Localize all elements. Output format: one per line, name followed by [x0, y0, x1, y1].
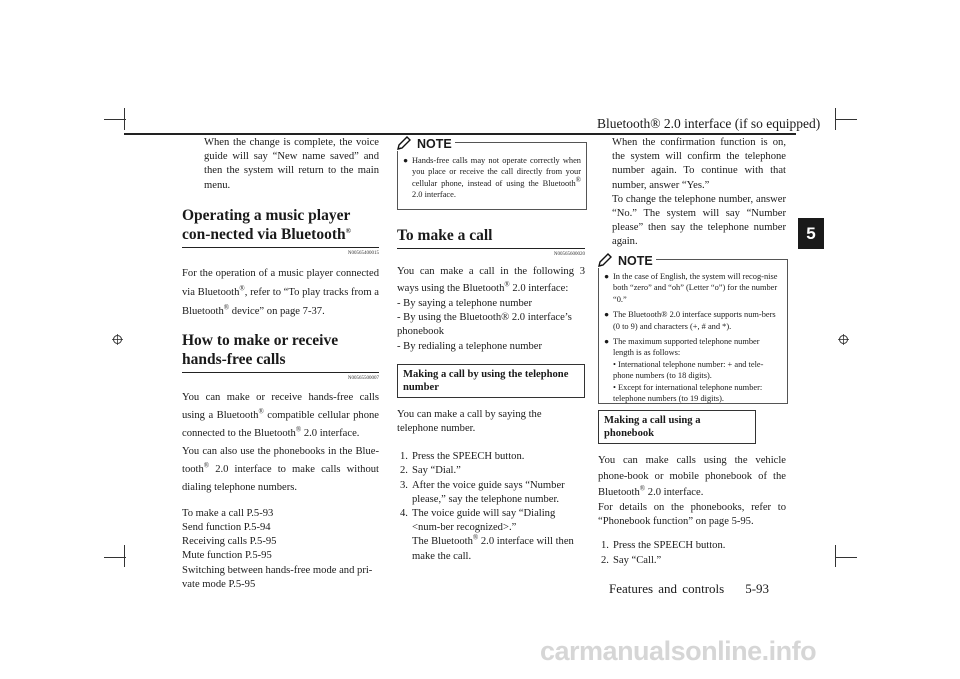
paragraph: When the confirmation function is on, the system will confirm the telephone number again. To continue with that number, answer “Yes.” — [612, 137, 786, 191]
crop-mark — [104, 557, 126, 558]
pencil-note-icon — [597, 253, 614, 268]
column-right — [598, 136, 786, 250]
crop-mark — [835, 557, 857, 558]
bullet-icon: ● — [604, 272, 610, 281]
link-list — [182, 507, 379, 592]
step: 4. The voice guide will say “Dialing <num-ber recognized>.” — [400, 508, 556, 534]
crop-mark — [124, 545, 125, 567]
chapter-tab: 5 — [798, 218, 824, 249]
registration-mark-icon — [838, 334, 849, 345]
note-box — [397, 136, 587, 210]
way-item: - By saying a telephone number — [397, 298, 533, 309]
section-code: N00565600020 — [553, 252, 585, 257]
way-item: - By redialing a telephone number — [397, 340, 543, 352]
paragraph: You can make calls using the vehicle phone-book or mobile phonebook of the Bluetooth® 2.0 interface. — [598, 455, 786, 498]
page-header-title: Bluetooth® 2.0 interface (if so equipped) — [597, 116, 821, 131]
paragraph: To change the telephone number, answer “No.” The system will say “Number please” then say the telephone number again. — [612, 193, 786, 248]
registration-mark-icon — [112, 334, 123, 345]
paragraph: You can make a call in the following 3 ways using the Bluetooth® 2.0 interface: — [397, 266, 585, 294]
paragraph: For details on the phonebooks, refer to “Phonebook function” on page 5-95. — [598, 502, 786, 528]
subheading-phonebook: Making a call using a phonebook — [598, 410, 756, 444]
column-right-lower — [598, 410, 786, 568]
page-link[interactable]: Switching between hands-free mode and pri-vate mode P.5-95 — [182, 564, 373, 590]
paragraph: You can make a call by saying the telephone number. — [397, 408, 542, 435]
step: 2. Say “Call.” — [601, 554, 662, 566]
section-heading-calls: How to make or receive hands-free calls — [182, 331, 379, 373]
crop-mark — [104, 119, 126, 120]
crop-mark — [835, 545, 836, 567]
step: 3. After the voice guide says “Number please,” say the telephone number. — [400, 479, 565, 505]
page-link[interactable]: Send function P.5-94 — [182, 522, 271, 534]
section-code: N00565400015 — [347, 250, 379, 256]
page-link[interactable]: Mute function P.5-95 — [182, 550, 272, 562]
page-footer: Features and controls 5-93 — [609, 581, 770, 596]
note-body: ● In the case of English, the system will recog-nise both “zero” and “oh” (Letter “o”) for the number “0.” ● The Bluetooth® 2.0 interface supports num-bers (0 to 9) and characters (+, # and *). ● The maximum supported telephone number length is as follows: • International telephone number: + and tele-phone numbers (to 18 digits). • Except for international telephone number: telephone numbers (to 19 digits). — [604, 272, 778, 404]
bullet-icon: ● — [604, 310, 610, 320]
note-box — [598, 253, 788, 404]
note-header: NOTE — [396, 136, 455, 151]
intro-text: When the change is complete, the voice guide will say “New name saved” and then the system will return to the main menu. — [204, 137, 379, 191]
step-list — [598, 539, 786, 567]
step-continuation: The Bluetooth® 2.0 interface will then make the call. — [412, 533, 574, 562]
note-body: ● Hands-free calls may not operate correctly when you place or receive the call directly from your cellular phone, instead of using the Bluetooth® 2.0 interface. — [403, 156, 581, 200]
paragraph: You can make or receive hands-free calls using a Bluetooth® compatible cellular phone connected to the Bluetooth® 2.0 interface. — [182, 391, 379, 439]
section-heading-music: Operating a music player con-nected via Bluetooth® — [182, 206, 379, 248]
paragraph: For the operation of a music player connected via Bluetooth®, refer to “To play tracks from a Bluetooth® device” on page 7-37. — [182, 267, 379, 317]
step: 1. Press the SPEECH button. — [400, 451, 525, 463]
crop-mark — [835, 119, 857, 120]
page-link[interactable]: To make a call P.5-93 — [182, 507, 274, 519]
header-rule — [124, 133, 796, 135]
page-link[interactable]: Receiving calls P.5-95 — [182, 536, 277, 548]
step-list — [397, 450, 585, 564]
pencil-note-icon — [396, 136, 413, 151]
step: 1. Press the SPEECH button. — [601, 540, 726, 552]
paragraph: You can also use the phonebooks in the Blue-tooth® 2.0 interface to make calls without dialing telephone numbers. — [182, 445, 379, 493]
column-left — [182, 136, 379, 592]
way-item: - By using the Bluetooth® 2.0 interface’s phonebook — [397, 312, 572, 338]
section-code: N00565500007 — [347, 375, 379, 381]
watermark: carmanualsonline.info — [540, 636, 817, 666]
section-heading-make-call: To make a call — [397, 226, 585, 249]
bullet-icon: ● — [403, 156, 409, 165]
step: 2. Say “Dial.” — [400, 465, 461, 477]
column-middle — [397, 226, 585, 564]
bullet-icon: ● — [604, 337, 610, 347]
subheading-telephone-number: Making a call by using the telephone number — [397, 364, 585, 398]
note-header: NOTE — [597, 253, 656, 268]
